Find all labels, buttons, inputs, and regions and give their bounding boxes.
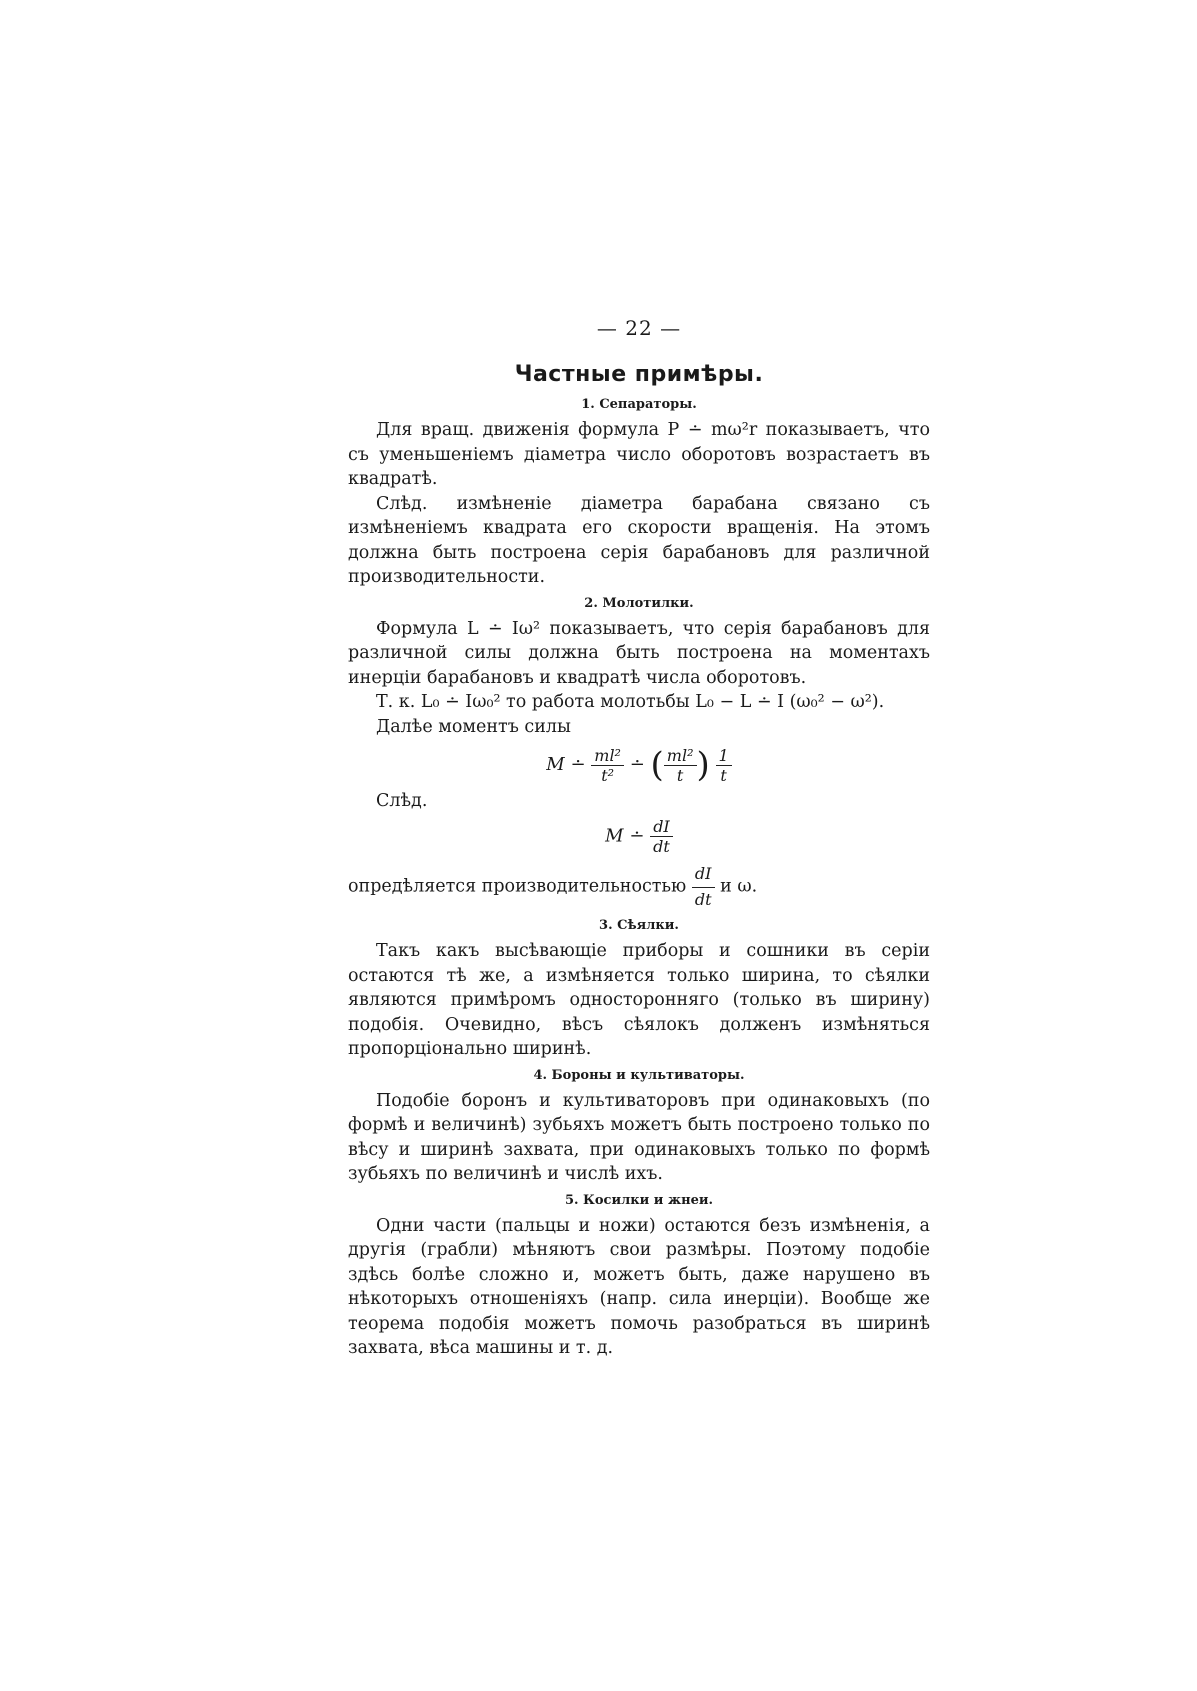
numerator: ml² <box>664 746 697 766</box>
paragraph: Формула L ∸ Iω² показываетъ, что серія барабановъ для различной силы должна быть построена на моментахъ инерціи барабановъ и квадратѣ числа оборотовъ. <box>348 618 930 688</box>
formula-lhs: M ∸ <box>605 825 645 847</box>
denominator: t² <box>601 765 615 785</box>
formula-operator: ∸ <box>629 754 645 775</box>
fraction <box>650 817 673 856</box>
section-heading: 2. Молотилки. <box>584 595 694 611</box>
numerator: dI <box>692 862 715 888</box>
page-title: Частные примѣры. <box>514 362 764 387</box>
right-paren: ) <box>696 745 710 785</box>
denominator: dt <box>653 837 670 856</box>
section-heading: 3. Сѣялки. <box>599 918 679 933</box>
paragraph: Такъ какъ высѣвающіе приборы и сошники въ серіи остаются тѣ же, а измѣняется только ширина, то сѣялки являются примѣромъ односторонняго (только въ ширину) подобія. Очевидно, вѣсъ сѣялокъ долженъ измѣняться пропорціонально ширинѣ. <box>348 941 930 1059</box>
denominator: t <box>720 765 727 785</box>
numerator: 1 <box>716 746 732 766</box>
numerator: ml² <box>591 746 624 766</box>
fraction <box>664 746 697 785</box>
inline-text: опредѣляется производительностью <box>348 876 687 897</box>
section-heading: 1. Сепараторы. <box>581 397 697 412</box>
paragraph: Одни части (пальцы и ножи) остаются безъ измѣненія, а другія (грабли) мѣняютъ свои размѣры. Поэтому подобіе здѣсь болѣе сложно и, можетъ быть, даже нарушено въ нѣкоторыхъ отношеніяхъ (напр. сила инерціи). Вообще же теорема подобія можетъ помочь разобраться въ ширинѣ захвата, вѣса машины и т. д. <box>348 1215 930 1358</box>
denominator: dt <box>694 889 712 909</box>
sled-label: Слѣд. <box>376 791 428 811</box>
formula-derivative <box>348 817 930 856</box>
paragraph: Далѣе моментъ силы <box>376 716 571 737</box>
text-column <box>348 316 930 1361</box>
fraction <box>591 746 624 785</box>
formula-moment <box>348 745 930 785</box>
paragraph: Подобіе боронъ и культиваторовъ при одинаковыхъ (по формѣ и величинѣ) зубьяхъ можетъ быть построено только по вѣсу и ширинѣ захвата, при одинаковыхъ только по формѣ зубьяхъ по величинѣ и числѣ ихъ. <box>348 1090 930 1184</box>
paragraph: Т. к. L₀ ∸ Iω₀² то работа молотьбы L₀ − L ∸ I (ω₀² − ω²). <box>376 692 885 712</box>
paragraph: Слѣд. измѣненіе діаметра барабана связано съ измѣненіемъ квадрата его скорости вращенія. На этомъ должна быть построена серія барабановъ для различной производительности. <box>348 493 930 587</box>
inline-text: и ω. <box>720 876 758 897</box>
page-number: — 22 — <box>596 316 682 340</box>
numerator: dI <box>650 817 673 837</box>
paragraph: Для вращ. движенія формула P ∸ mω²r показываетъ, что съ уменьшеніемъ діаметра число оборотовъ возрастаетъ въ квадратѣ. <box>348 420 930 489</box>
denominator: t <box>676 765 684 785</box>
section-heading: 4. Бороны и культиваторы. <box>533 1067 745 1083</box>
fraction <box>716 746 732 785</box>
fraction <box>692 862 715 912</box>
left-paren: ( <box>650 745 664 785</box>
section-heading: 5. Косилки и жнеи. <box>564 1192 714 1208</box>
paragraph <box>348 862 930 912</box>
formula-lhs: M ∸ <box>546 754 586 775</box>
